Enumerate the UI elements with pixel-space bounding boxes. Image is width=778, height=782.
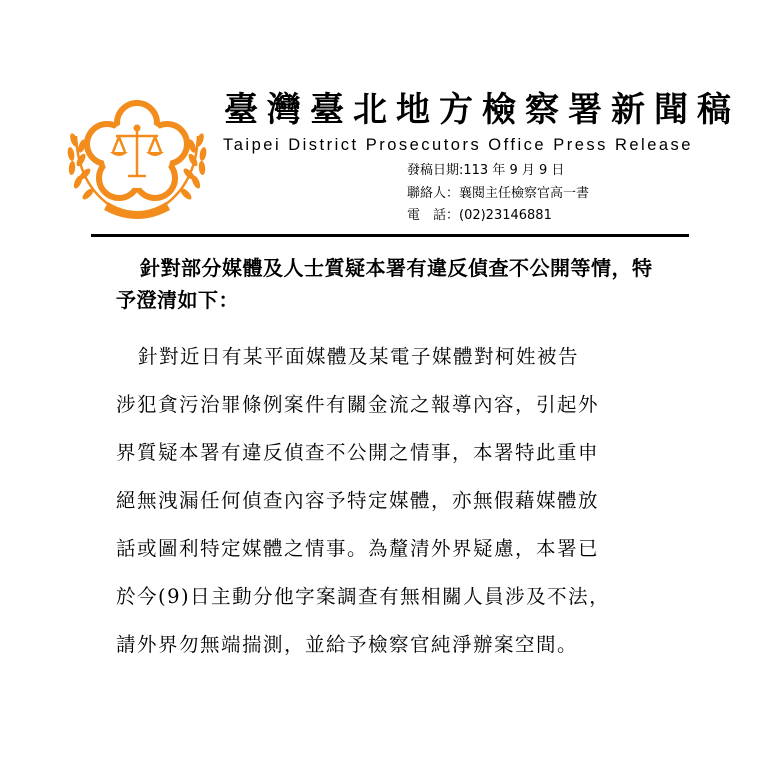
release-meta	[407, 160, 589, 228]
body-line: 界質疑本署有違反偵查不公開之情事，本署特此重申	[116, 441, 600, 464]
body-line: 話或圖利特定媒體之情事。為釐清外界疑慮，本署已	[116, 537, 600, 560]
body-line: 請外界勿無端揣測，並給予檢察官純淨辦案空間。	[116, 633, 579, 656]
body-line: 於今(9)日主動分他字案調查有無相關人員涉及不法，	[116, 585, 611, 608]
body-line: 涉犯貪污治罪條例案件有關金流之報導內容，引起外	[116, 393, 600, 416]
contact-person: 聯絡人：襄閱主任檢察官高一書	[407, 185, 590, 201]
body-line: 針對近日有某平面媒體及某電子媒體對柯姓被告	[138, 345, 580, 368]
header-divider	[91, 234, 689, 237]
body-line: 絕無洩漏任何偵查內容予特定媒體，亦無假藉媒體放	[116, 489, 600, 512]
body-paragraph	[116, 333, 672, 669]
press-release-title-english: Taipei District Prosecutors Office Press Release	[223, 136, 693, 154]
release-date: 發稿日期:113 年 9 月 9 日	[407, 163, 565, 178]
contact-phone: 電 話：(02)23146881	[407, 208, 552, 223]
press-release-title-chinese: 臺灣臺北地方檢察署新聞稿	[224, 90, 740, 130]
headline: 針對部分媒體及人士質疑本署有違反偵查不公開等情，特予澄清如下：	[116, 256, 653, 312]
prosecutors-office-emblem-icon	[64, 96, 210, 222]
